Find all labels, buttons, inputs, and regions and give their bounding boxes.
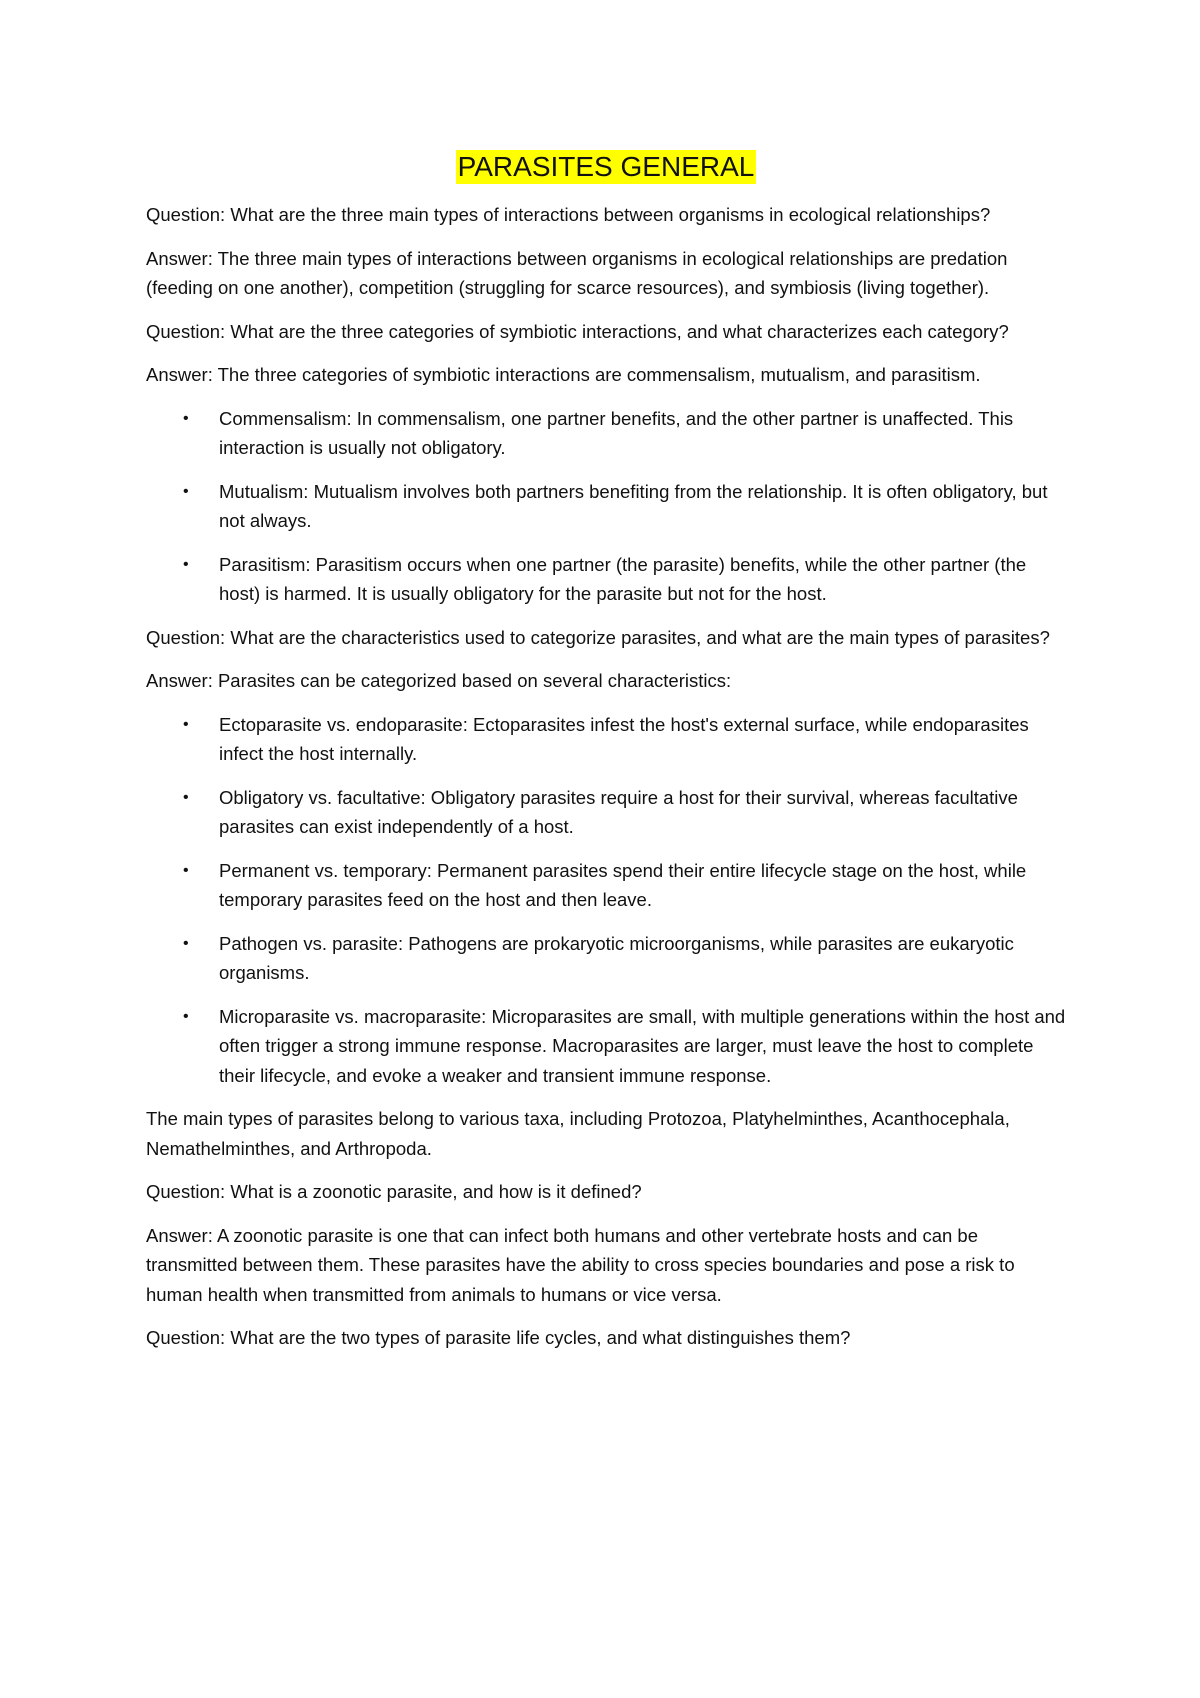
list-item-text: Mutualism: Mutualism involves both partners benefiting from the relationship. It is often obligatory, but not always. — [219, 480, 1048, 531]
bullet-icon: • — [183, 482, 189, 500]
list-item-text: Microparasite vs. macroparasite: Microparasites are small, with multiple generations within the host and often trigger a strong immune response. Macroparasites are larger, must leave the host to complete their lifecycle, and evoke a weaker and transient immune response. — [219, 1005, 1066, 1086]
list-item — [146, 783, 1066, 842]
list-item-text: Ectoparasite vs. endoparasite: Ectoparasites infest the host's external surface, while endoparasites infect the host internally. — [219, 713, 1029, 764]
document-content — [146, 140, 1066, 1367]
symbiosis-list — [146, 404, 1066, 609]
answer-4: Answer: A zoonotic parasite is one that can infect both humans and other vertebrate hosts and can be transmitted between them. These parasites have the ability to cross species boundaries and pose a risk to human health when transmitted from animals to humans or vice versa. — [146, 1224, 1015, 1305]
bullet-icon: • — [183, 861, 189, 879]
list-item — [146, 710, 1066, 769]
question-3: Question: What are the characteristics used to categorize parasites, and what are the main types of parasites? — [146, 626, 1050, 648]
list-item — [146, 550, 1066, 609]
list-item-text: Commensalism: In commensalism, one partner benefits, and the other partner is unaffected. This interaction is usually not obligatory. — [219, 407, 1014, 458]
document-title: PARASITES GENERAL — [457, 151, 755, 182]
answer-1: Answer: The three main types of interactions between organisms in ecological relationships are predation (feeding on one another), competition (struggling for scarce resources), and symbiosis (living together). — [146, 247, 1008, 298]
title-wrapper — [146, 150, 1066, 184]
list-item — [146, 477, 1066, 536]
list-item — [146, 1002, 1066, 1091]
bullet-icon: • — [183, 715, 189, 733]
bullet-icon: • — [183, 409, 189, 427]
bullet-icon: • — [183, 934, 189, 952]
taxa-paragraph: The main types of parasites belong to various taxa, including Protozoa, Platyhelminthes, Acanthocephala, Nemathelminthes, and Arthropoda. — [146, 1108, 1010, 1159]
parasite-characteristics-list — [146, 710, 1066, 1091]
list-item-text: Obligatory vs. facultative: Obligatory parasites require a host for their survival, whereas facultative parasites can exist independently of a host. — [219, 786, 1018, 837]
answer-3: Answer: Parasites can be categorized based on several characteristics: — [146, 670, 732, 691]
answer-2: Answer: The three categories of symbiotic interactions are commensalism, mutualism, and parasitism. — [146, 364, 981, 385]
bullet-icon: • — [183, 1007, 189, 1025]
list-item-text: Permanent vs. temporary: Permanent parasites spend their entire lifecycle stage on the host, while temporary parasites feed on the host and then leave. — [219, 859, 1027, 910]
bullet-icon: • — [183, 555, 189, 573]
list-item — [146, 856, 1066, 915]
list-item — [146, 404, 1066, 463]
question-5: Question: What are the two types of parasite life cycles, and what distinguishes them? — [146, 1327, 851, 1348]
question-4: Question: What is a zoonotic parasite, and how is it defined? — [146, 1181, 642, 1202]
list-item-text: Parasitism: Parasitism occurs when one partner (the parasite) benefits, while the other partner (the host) is harmed. It is usually obligatory for the parasite but not for the host. — [219, 553, 1027, 604]
list-item — [146, 929, 1066, 988]
question-1: Question: What are the three main types of interactions between organisms in ecological relationships? — [146, 204, 991, 225]
question-2: Question: What are the three categories of symbiotic interactions, and what characterizes each category? — [146, 320, 1009, 342]
list-item-text: Pathogen vs. parasite: Pathogens are prokaryotic microorganisms, while parasites are eukaryotic organisms. — [219, 932, 1014, 983]
bullet-icon: • — [183, 788, 189, 806]
